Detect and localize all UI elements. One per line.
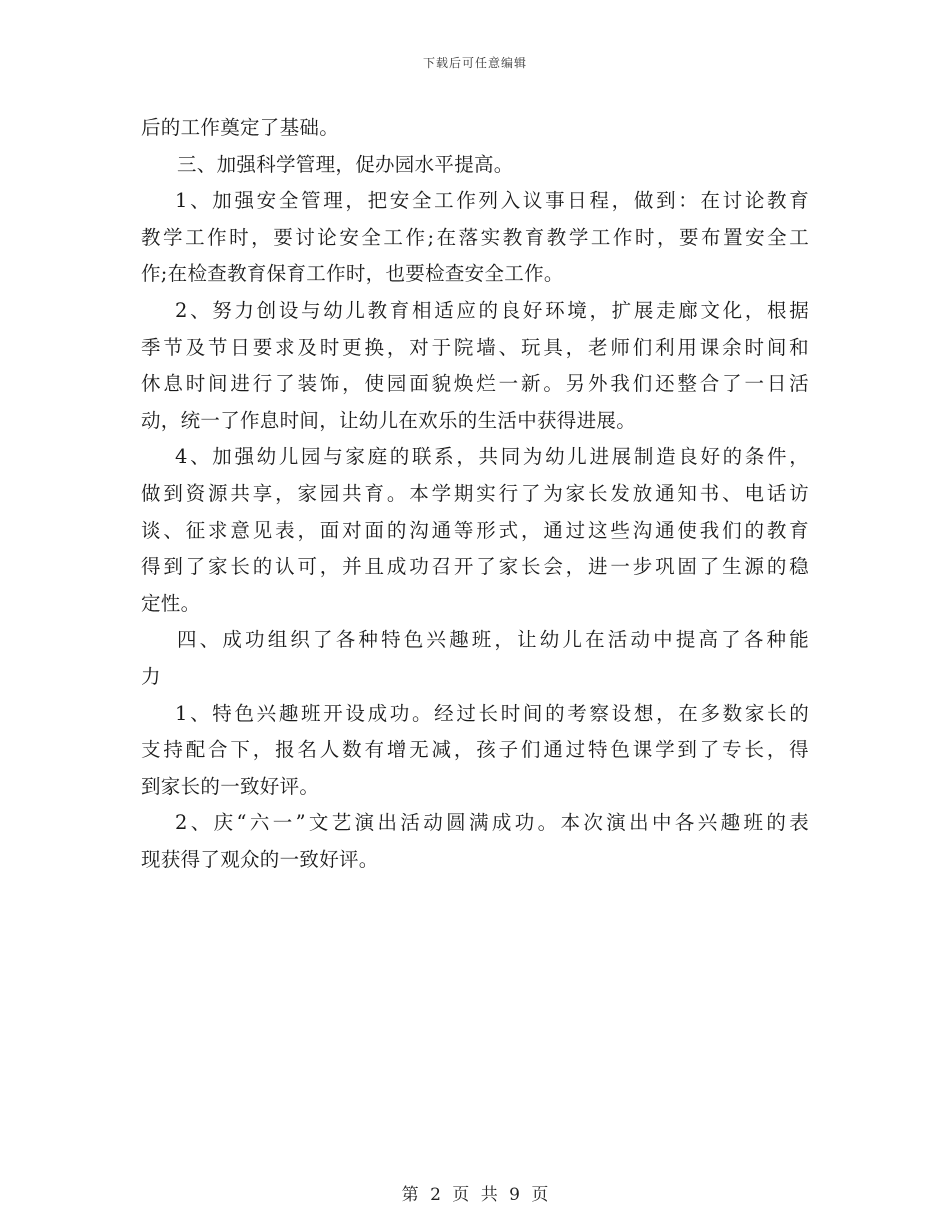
- paragraph-line: 教学工作时，要讨论安全工作;在落实教育教学工作时，要布置安全工: [141, 225, 809, 249]
- paragraph-line: 1、加强安全管理，把安全工作列入议事日程，做到：在讨论教育: [175, 189, 809, 213]
- paragraph-line: 2、庆“六一”文艺演出活动圆满成功。本次演出中各兴趣班的表: [175, 811, 809, 835]
- paragraph-line: 力: [141, 664, 161, 688]
- paragraph-line: 做到资源共享，家园共育。本学期实行了为家长发放通知书、电话访: [141, 481, 809, 505]
- paragraph-line: 后的工作奠定了基础。: [141, 116, 340, 139]
- page-header: 下载后可任意编辑: [422, 56, 527, 70]
- paragraph-line: 定性。: [141, 591, 201, 615]
- paragraph-line: 休息时间进行了装饰，使园面貌焕烂一新。另外我们还整合了一日活: [141, 372, 809, 396]
- paragraph-line: 作;在检查教育保育工作时，也要检查安全工作。: [141, 262, 564, 286]
- section-heading-3: 三、加强科学管理，促办园水平提高。: [177, 152, 514, 176]
- paragraph-line: 现获得了观众的一致好评。: [141, 847, 379, 871]
- paragraph-line: 动，统一了作息时间，让幼儿在欢乐的生活中获得进展。: [141, 408, 637, 432]
- paragraph-line: 到家长的一致好评。: [141, 774, 320, 798]
- paragraph-line: 谈、征求意见表，面对面的沟通等形式，通过这些沟通使我们的教育: [141, 518, 809, 542]
- section-heading-4: 四、成功组织了各种特色兴趣班，让幼儿在活动中提高了各种能: [177, 628, 809, 652]
- paragraph-line: 季节及节日要求及时更换，对于院墙、玩具，老师们利用课余时间和: [141, 335, 809, 359]
- page-number-footer: 第 2 页 共 9 页: [401, 1185, 549, 1205]
- document-body: [141, 110, 809, 878]
- paragraph-line: 得到了家长的认可，并且成功召开了家长会，进一步巩固了生源的稳: [141, 555, 809, 579]
- paragraph-line: 4、加强幼儿园与家庭的联系，共同为幼儿进展制造良好的条件，: [175, 445, 809, 469]
- paragraph-line: 2、努力创设与幼儿教育相适应的良好环境，扩展走廊文化，根据: [175, 298, 809, 322]
- paragraph-line: 支持配合下，报名人数有增无减，孩子们通过特色课学到了专长，得: [141, 738, 809, 762]
- paragraph-line: 1、特色兴趣班开设成功。经过长时间的考察设想，在多数家长的: [175, 701, 809, 725]
